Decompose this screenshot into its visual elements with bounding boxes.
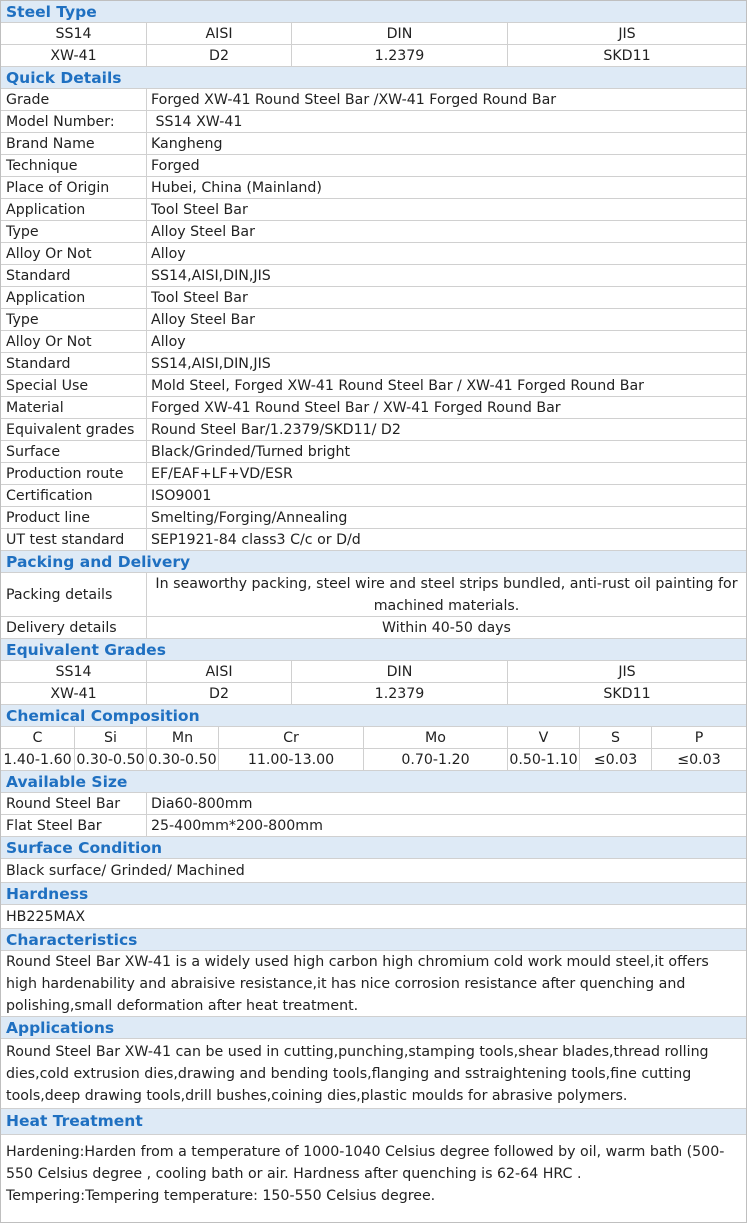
table-cell: D2	[147, 45, 292, 66]
available-size-heading: Available Size	[1, 771, 746, 793]
table-cell: 1.2379	[292, 45, 508, 66]
table-row	[1, 485, 746, 507]
row-value: Hubei, China (Mainland)	[151, 180, 322, 196]
table-row	[1, 375, 746, 397]
characteristics-text: Round Steel Bar XW-41 is a widely used high carbon high chromium cold work mould steel,it offers high hardenability and abraisive resistance,it has nice corrosion resistance after quenching and polishing,small deformation after heat treatment.	[1, 951, 746, 1017]
table-row	[1, 463, 746, 485]
row-value: Within 40-50 days	[382, 620, 511, 636]
row-value: 25-400mm*200-800mm	[151, 818, 323, 834]
table-header-cell: V	[508, 727, 580, 748]
row-value: Tool Steel Bar	[151, 202, 248, 218]
row-label: Alloy Or Not	[1, 331, 147, 352]
row-value: Black/Grinded/Turned bright	[151, 444, 351, 460]
row-label: Delivery details	[1, 617, 147, 638]
table-header-cell: C	[1, 727, 75, 748]
row-value: Alloy Steel Bar	[151, 224, 255, 240]
applications-text: Round Steel Bar XW-41 can be used in cutting,punching,stamping tools,shear blades,thread rolling dies,cold extrusion dies,drawing and bending tools,flanging and sstraightening tools,fine cutting tools,deep drawing tools,drill bushes,coining dies,plastic moulds for abrasive polymers.	[1, 1039, 746, 1109]
table-row	[1, 793, 746, 815]
row-label: Standard	[1, 353, 147, 374]
row-value: Mold Steel, Forged XW-41 Round Steel Bar / XW-41 Forged Round Bar	[151, 378, 645, 394]
applications-heading: Applications	[1, 1017, 746, 1039]
row-label: Packing details	[1, 573, 147, 616]
table-row	[1, 815, 746, 837]
row-value: Alloy	[151, 246, 186, 262]
row-value: EF/EAF+LF+VD/ESR	[151, 466, 293, 482]
row-value: ISO9001	[151, 488, 212, 504]
row-label: Brand Name	[1, 133, 147, 154]
table-row	[1, 155, 746, 177]
row-label: Certification	[1, 485, 147, 506]
characteristics-heading: Characteristics	[1, 929, 746, 951]
table-header-cell: SS14	[1, 23, 147, 44]
table-row	[1, 265, 746, 287]
table-row	[1, 111, 746, 133]
steel-type-header-row	[1, 23, 746, 45]
row-label: Type	[1, 221, 147, 242]
row-label: Round Steel Bar	[1, 793, 147, 814]
row-label: Type	[1, 309, 147, 330]
table-row	[1, 507, 746, 529]
table-row	[1, 419, 746, 441]
steel-type-heading: Steel Type	[1, 1, 746, 23]
row-value: Forged XW-41 Round Steel Bar /XW-41 Forged Round Bar	[151, 92, 557, 108]
row-value: In seaworthy packing, steel wire and steel strips bundled, anti-rust oil painting for machined materials.	[155, 576, 738, 614]
row-value: Forged	[151, 158, 200, 174]
row-label: Standard	[1, 265, 147, 286]
row-label: Grade	[1, 89, 147, 110]
chemical-header-row	[1, 727, 746, 749]
table-header-cell: AISI	[147, 661, 292, 682]
row-value: SS14 XW-41	[151, 114, 243, 130]
row-value: Alloy	[151, 334, 186, 350]
hardness-heading: Hardness	[1, 883, 746, 905]
row-value: Round Steel Bar/1.2379/SKD11/ D2	[151, 422, 401, 438]
heat-treatment-body	[1, 1135, 746, 1207]
row-label: Flat Steel Bar	[1, 815, 147, 836]
row-label: Application	[1, 287, 147, 308]
table-header-cell: Cr	[219, 727, 364, 748]
row-value: Alloy Steel Bar	[151, 312, 255, 328]
row-value: Tool Steel Bar	[151, 290, 248, 306]
equivalent-grades-header-row	[1, 661, 746, 683]
table-row	[1, 309, 746, 331]
table-row	[1, 331, 746, 353]
table-row	[1, 133, 746, 155]
table-row	[1, 287, 746, 309]
table-row	[1, 529, 746, 551]
table-header-cell: JIS	[618, 664, 636, 680]
hardening-text: Hardening:Harden from a temperature of 1000-1040 Celsius degree followed by oil, warm bath (500-550 Celsius degree , cooling bath or air. Hardness after quenching is 62-64 HRC .	[6, 1144, 725, 1182]
row-label: Technique	[1, 155, 147, 176]
table-cell: 1.2379	[292, 683, 508, 704]
table-cell: 0.70-1.20	[364, 749, 508, 770]
row-label: Alloy Or Not	[1, 243, 147, 264]
table-row	[1, 89, 746, 111]
table-cell: ≤0.03	[677, 752, 721, 768]
row-value: SS14,AISI,DIN,JIS	[151, 356, 271, 372]
row-label: Surface	[1, 441, 147, 462]
row-label: Production route	[1, 463, 147, 484]
table-cell: 1.40-1.60	[1, 749, 75, 770]
table-header-cell: Si	[75, 727, 147, 748]
table-cell: SKD11	[603, 686, 651, 702]
table-row	[1, 243, 746, 265]
row-label: Material	[1, 397, 147, 418]
table-header-cell: SS14	[1, 661, 147, 682]
table-row	[1, 441, 746, 463]
table-header-cell: DIN	[292, 661, 508, 682]
table-cell: 0.30-0.50	[75, 749, 147, 770]
tempering-text: Tempering:Tempering temperature: 150-550 Celsius degree.	[6, 1188, 436, 1204]
table-header-cell: AISI	[147, 23, 292, 44]
row-label: Product line	[1, 507, 147, 528]
row-value: Smelting/Forging/Annealing	[151, 510, 348, 526]
table-row	[1, 397, 746, 419]
surface-condition-heading: Surface Condition	[1, 837, 746, 859]
row-value: SS14,AISI,DIN,JIS	[151, 268, 271, 284]
table-header-cell: P	[694, 730, 704, 746]
row-value: Dia60-800mm	[151, 796, 253, 812]
heat-treatment-heading: Heat Treatment	[1, 1109, 746, 1135]
table-row	[1, 177, 746, 199]
quick-details-table	[1, 89, 746, 551]
table-cell: 0.50-1.10	[508, 749, 580, 770]
quick-details-heading: Quick Details	[1, 67, 746, 89]
table-header-cell: JIS	[618, 26, 636, 42]
chemical-value-row	[1, 749, 746, 771]
table-row	[1, 221, 746, 243]
row-label: Place of Origin	[1, 177, 147, 198]
hardness-text: HB225MAX	[1, 905, 746, 929]
table-header-cell: DIN	[292, 23, 508, 44]
table-cell: 11.00-13.00	[219, 749, 364, 770]
row-label: Equivalent grades	[1, 419, 147, 440]
table-header-cell: S	[580, 727, 652, 748]
table-cell: XW-41	[1, 45, 147, 66]
packing-row	[1, 573, 746, 617]
delivery-row	[1, 617, 746, 639]
table-cell: D2	[147, 683, 292, 704]
row-value: SEP1921-84 class3 C/c or D/d	[151, 532, 361, 548]
row-value: Kangheng	[151, 136, 223, 152]
equivalent-grades-heading: Equivalent Grades	[1, 639, 746, 661]
table-cell: 0.30-0.50	[147, 749, 219, 770]
table-cell: ≤0.03	[580, 749, 652, 770]
table-header-cell: Mn	[147, 727, 219, 748]
table-row	[1, 353, 746, 375]
row-label: Model Number:	[1, 111, 147, 132]
table-header-cell: Mo	[364, 727, 508, 748]
packing-delivery-heading: Packing and Delivery	[1, 551, 746, 573]
chemical-composition-heading: Chemical Composition	[1, 705, 746, 727]
table-cell: XW-41	[1, 683, 147, 704]
row-label: Special Use	[1, 375, 147, 396]
table-cell: SKD11	[603, 48, 651, 64]
equivalent-grades-value-row	[1, 683, 746, 705]
surface-condition-text: Black surface/ Grinded/ Machined	[1, 859, 746, 883]
table-row	[1, 199, 746, 221]
steel-type-value-row	[1, 45, 746, 67]
row-value: Forged XW-41 Round Steel Bar / XW-41 Forged Round Bar	[151, 400, 561, 416]
row-label: UT test standard	[1, 529, 147, 550]
row-label: Application	[1, 199, 147, 220]
